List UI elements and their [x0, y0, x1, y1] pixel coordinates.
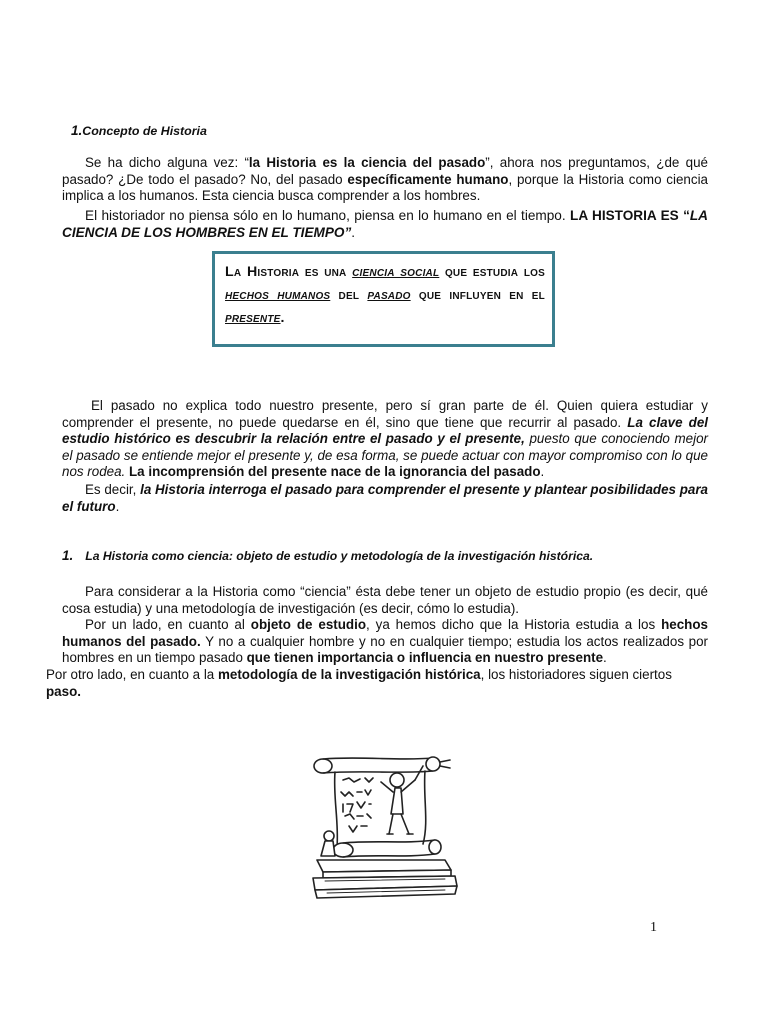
text: Para considerar a la Historia como “ciencia” ésta debe tener un objeto de estudio propio (es decir, qué cosa estudia) y una metodología de investigación (es decir, cómo lo estudia).: [62, 584, 708, 616]
bold-italic-text: La clave del estudio histórico es descubrir la relación entre el pasado y el presente,: [62, 414, 708, 446]
bold-text: metodología de la investigación histórica: [217, 667, 481, 682]
section-heading-concepto: [71, 123, 207, 138]
section-title: La Historia como ciencia: objeto de estudio y metodología de la investigación histórica.: [85, 549, 594, 563]
page-number: 1: [650, 920, 657, 935]
italic-text: puesto que conociendo mejor el pasado se entiende mejor el presente y, de esa forma, se puede actuar con mayor compromiso con lo que nos rodea.: [62, 431, 708, 479]
text: Es decir,: [85, 482, 141, 497]
bold-text: hechos humanos del pasado.: [62, 617, 708, 649]
bold-text: específicamente humano: [347, 171, 509, 187]
text: El pasado no explica todo nuestro presente, pero sí gran parte de él. Quien quiera estudiar y comprender el presente, no puede quedarse en él, sino que tiene que recurrir al pasado.: [62, 398, 708, 430]
text: Se ha dicho alguna vez: “: [85, 155, 249, 170]
text: El historiador no piensa sólo en lo humano, piensa en lo humano en el tiempo.: [85, 208, 571, 223]
bold-text: La incomprensión del presente nace de la ignorancia del pasado: [125, 464, 541, 479]
text: que estudia los: [439, 264, 545, 280]
text: Por un lado, en cuanto al: [85, 617, 251, 632]
paragraph-4: [62, 482, 708, 515]
emphasis-text: presente: [225, 310, 281, 326]
emphasis-text: ciencia social: [352, 264, 440, 280]
bold-italic-text: la Historia interroga el pasado para comprender el presente y plantear posibilidades para el futuro: [62, 482, 708, 514]
text: .: [115, 498, 120, 514]
text: La Historia es una: [225, 264, 353, 280]
text: , los historiadores siguen ciertos: [480, 667, 672, 682]
paragraph-7: [46, 667, 708, 700]
bold-text: LA HISTORIA ES “: [570, 208, 690, 223]
bold-text: objeto de estudio: [250, 617, 366, 632]
emphasis-text: pasado: [367, 287, 411, 303]
text: .: [603, 650, 607, 665]
text: ”, ahora nos preguntamos, ¿de qué pasado? ¿De todo el pasado? No, del pasado: [62, 155, 708, 187]
bold-text: que tienen importancia o influencia en nuestro presente: [246, 650, 604, 665]
text: , porque la Historia como ciencia implica a los humanos. Esta ciencia busca comprender a los hombres.: [62, 171, 708, 203]
section-heading-ciencia: [62, 548, 593, 563]
section-title: Concepto de Historia: [82, 124, 207, 138]
text: .: [280, 310, 285, 326]
bold-text: la Historia es la ciencia del pasado: [248, 155, 486, 170]
bold-text: paso.: [46, 683, 81, 699]
paragraph-1: [62, 155, 708, 205]
section-number: 1.: [71, 123, 83, 138]
text: Y no a cualquier hombre y no en cualquier tiempo; estudia los actos realizados por hombres en un tiempo pasado: [62, 633, 708, 665]
bold-italic-text: LA CIENCIA DE LOS HOMBRES EN EL TIEMPO”: [62, 208, 708, 240]
section-number: 1.: [62, 548, 74, 563]
text: Por otro lado, en cuanto a la: [46, 667, 218, 682]
text: .: [351, 225, 356, 240]
text: .: [540, 464, 545, 479]
scroll-books-figure-icon: [305, 752, 463, 902]
paragraph-3: [62, 398, 708, 481]
paragraph-5: [62, 584, 708, 617]
text: que influyen en el: [410, 287, 545, 303]
definition-text: [225, 261, 545, 330]
paragraph-6: [62, 617, 708, 667]
definition-box: [212, 251, 555, 347]
emphasis-text: hechos humanos: [225, 287, 331, 303]
paragraph-2: [62, 207, 708, 241]
text: del: [330, 287, 368, 303]
text: , ya hemos dicho que la Historia estudia a los: [366, 617, 662, 632]
